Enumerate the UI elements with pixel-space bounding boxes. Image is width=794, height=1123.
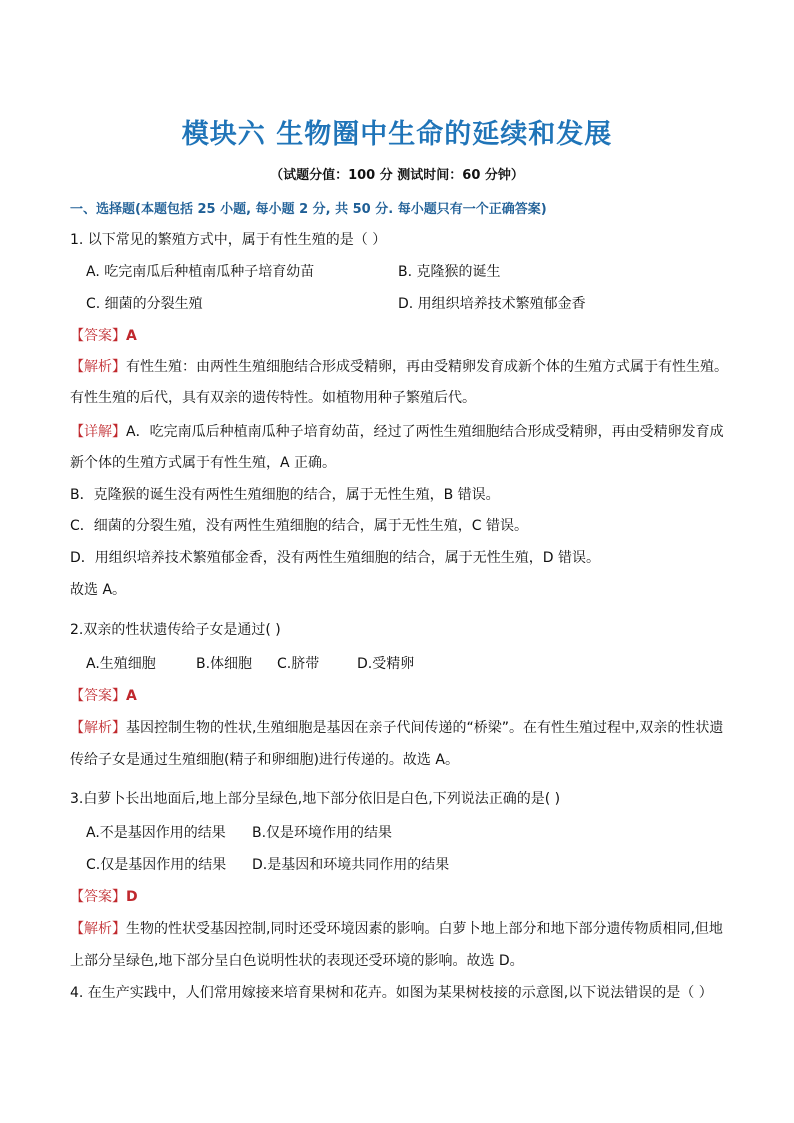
question-1-stem: 1. 以下常见的繁殖方式中，属于有性生殖的是（ ） xyxy=(70,232,387,248)
q1-option-d: D. 用组织培养技术繁殖郁金香 xyxy=(398,296,586,312)
q1-option-c: C. 细菌的分裂生殖 xyxy=(86,296,203,312)
q3-option-a: A.不是基因作用的结果 xyxy=(86,825,226,841)
q2-option-c: C.脐带 xyxy=(277,656,320,672)
analysis-text: 生物的性状受基因控制,同时还受环境因素的影响。白萝卜地上部分和地下部分遗传物质相同,但地 xyxy=(126,921,723,937)
answer-value: A xyxy=(126,328,137,344)
q1-answer xyxy=(70,326,137,346)
analysis-text: 基因控制生物的性状,生殖细胞是基因在亲子代间传递的“桥梁”。在有性生殖过程中,双亲的性状遗 xyxy=(126,720,724,736)
q1-analysis-line-1 xyxy=(70,357,728,377)
q3-option-c: C.仅是基因作用的结果 xyxy=(86,857,227,873)
answer-tag: 【答案】 xyxy=(70,688,126,704)
q3-answer xyxy=(70,887,138,907)
q1-analysis-line-2: 有性生殖的后代，具有双亲的遗传特性。如植物用种子繁殖后代。 xyxy=(70,390,476,406)
q1-detail-line-4: C．细菌的分裂生殖，没有两性生殖细胞的结合，属于无性生殖，C 错误。 xyxy=(70,518,528,534)
page-title: 模块六 生物圈中生命的延续和发展 xyxy=(181,119,613,150)
answer-tag: 【答案】 xyxy=(70,889,126,905)
q1-option-a: A. 吃完南瓜后种植南瓜种子培育幼苗 xyxy=(86,264,315,280)
q1-detail-line-5: D．用组织培养技术繁殖郁金香，没有两性生殖细胞的结合，属于无性生殖，D 错误。 xyxy=(70,550,601,566)
q2-analysis-line-2: 传给子女是通过生殖细胞(精子和卵细胞)进行传递的。故选 A。 xyxy=(70,752,459,768)
q1-detail-line-2: 新个体的生殖方式属于有性生殖，A 正确。 xyxy=(70,455,337,471)
question-4-stem: 4. 在生产实践中，人们常用嫁接来培育果树和花卉。如图为某果树枝接的示意图,以下说法错误的是（ ） xyxy=(70,985,713,1001)
detail-text: A．吃完南瓜后种植南瓜种子培育幼苗，经过了两性生殖细胞结合形成受精卵，再由受精卵发育成 xyxy=(126,424,724,440)
q3-option-b: B.仅是环境作用的结果 xyxy=(252,825,393,841)
answer-value: D xyxy=(126,889,138,905)
q2-analysis-line-1 xyxy=(70,718,723,738)
section-heading: 一、选择题(本题包括 25 小题, 每小题 2 分, 共 50 分. 每小题只有一个正确答案) xyxy=(70,202,547,217)
q2-option-b: B.体细胞 xyxy=(196,656,253,672)
analysis-tag: 【解析】 xyxy=(70,359,126,375)
q2-option-d: D.受精卵 xyxy=(357,656,415,672)
answer-tag: 【答案】 xyxy=(70,328,126,344)
q2-option-a: A.生殖细胞 xyxy=(86,656,156,672)
q1-option-b: B. 克隆猴的诞生 xyxy=(398,264,501,280)
analysis-text: 有性生殖：由两性生殖细胞结合形成受精卵，再由受精卵发育成新个体的生殖方式属于有性生殖。 xyxy=(126,359,728,375)
answer-value: A xyxy=(126,688,137,704)
analysis-tag: 【解析】 xyxy=(70,921,126,937)
q3-analysis-line-2: 上部分呈绿色,地下部分呈白色说明性状的表现还受环境的影响。故选 D。 xyxy=(70,953,524,969)
exam-info: （试题分值：100 分 测试时间：60 分钟） xyxy=(270,168,524,183)
q2-answer xyxy=(70,686,137,706)
analysis-tag: 【解析】 xyxy=(70,720,126,736)
q3-analysis-line-1 xyxy=(70,919,723,939)
q1-detail-line-1 xyxy=(70,422,724,442)
q3-option-d: D.是基因和环境共同作用的结果 xyxy=(252,857,450,873)
question-2-stem: 2.双亲的性状遗传给子女是通过( ) xyxy=(70,622,281,638)
question-3-stem: 3.白萝卜长出地面后,地上部分呈绿色,地下部分依旧是白色,下列说法正确的是( ) xyxy=(70,791,561,807)
q1-detail-line-3: B．克隆猴的诞生没有两性生殖细胞的结合，属于无性生殖，B 错误。 xyxy=(70,487,500,503)
q1-detail-line-6: 故选 A。 xyxy=(70,582,127,598)
detail-tag: 【详解】 xyxy=(70,424,126,440)
